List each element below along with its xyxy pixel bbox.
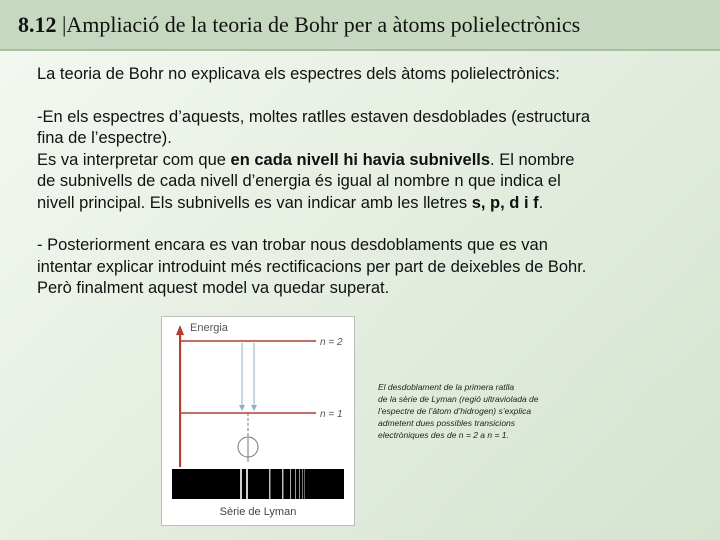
p3-line1: - Posteriorment encara es van trobar nous desdoblaments que es van [37, 236, 548, 254]
level-n2-label: n = 2 [320, 337, 343, 348]
slide-title [18, 12, 580, 38]
caption-line-3: l’espectre de l’àtom d’hidrogen) s’explica [378, 406, 532, 416]
energy-axis-arrow [176, 325, 184, 335]
caption-line-2: de la sèrie de Lyman (regió ultraviolada de [378, 394, 539, 404]
transition-arrow-1 [239, 405, 245, 411]
spectral-line-8 [302, 469, 303, 499]
title-number: 8.12 [18, 12, 57, 37]
p1-line2: fina de l’espectre). [37, 129, 172, 147]
spectral-line-3 [269, 469, 271, 499]
p1-line1: -En els espectres d’aquests, moltes ratlles estaven desdoblades (estructura [37, 107, 591, 126]
spectral-line-1 [240, 469, 242, 499]
intro-paragraph: La teoria de Bohr no explicava els espectres dels àtoms polielectrònics: [37, 65, 560, 83]
figure-caption [378, 381, 583, 441]
caption-line-4: admetent dues possibles transicions [378, 418, 516, 428]
p2-letters: s, p, d i f [471, 193, 539, 212]
transition-arrow-2 [251, 405, 257, 411]
caption-line-1: El desdoblament de la primera ratlla [378, 382, 515, 392]
energy-label: Energia [190, 322, 228, 334]
p2-line2: de subnivells de cada nivell d’energia és igual al nombre n que indica el [37, 172, 561, 190]
spectral-line-2 [246, 469, 248, 499]
spectral-line-4 [282, 469, 284, 499]
caption-line-5: electròniques des de n = 2 a n = 1. [378, 430, 509, 440]
spectral-line-7 [299, 469, 300, 499]
p2-bold: en cada nivell hi havia subnivells [230, 150, 491, 169]
spectral-line-9 [304, 469, 305, 499]
p2-post: . El nombre [490, 150, 575, 169]
energy-diagram [162, 317, 354, 525]
spectral-line-5 [290, 469, 291, 499]
p3-line2: intentar explicar introduint més rectificacions per part de deixebles de Bohr. [37, 257, 587, 276]
title-text: |Ampliació de la teoria de Bohr per a àtoms polielectrònics [56, 12, 581, 37]
p2-line3-pre: nivell principal. Els subnivells es van indicar amb les lletres [37, 193, 472, 212]
paragraph-fine-structure [37, 107, 667, 215]
spectral-line-6 [295, 469, 296, 499]
energy-level-figure [161, 316, 355, 526]
spectrum-label: Sèrie de Lyman [219, 506, 297, 518]
level-n1-label: n = 1 [320, 409, 343, 420]
spectrum-bar [172, 469, 344, 499]
paragraph-later-splittings [37, 235, 667, 300]
p3-line3: Però finalment aquest model va quedar superat. [37, 279, 390, 297]
body-text [37, 64, 667, 300]
p2-pre: Es va interpretar com que [37, 150, 231, 169]
p2-line3-post: . [538, 193, 544, 212]
